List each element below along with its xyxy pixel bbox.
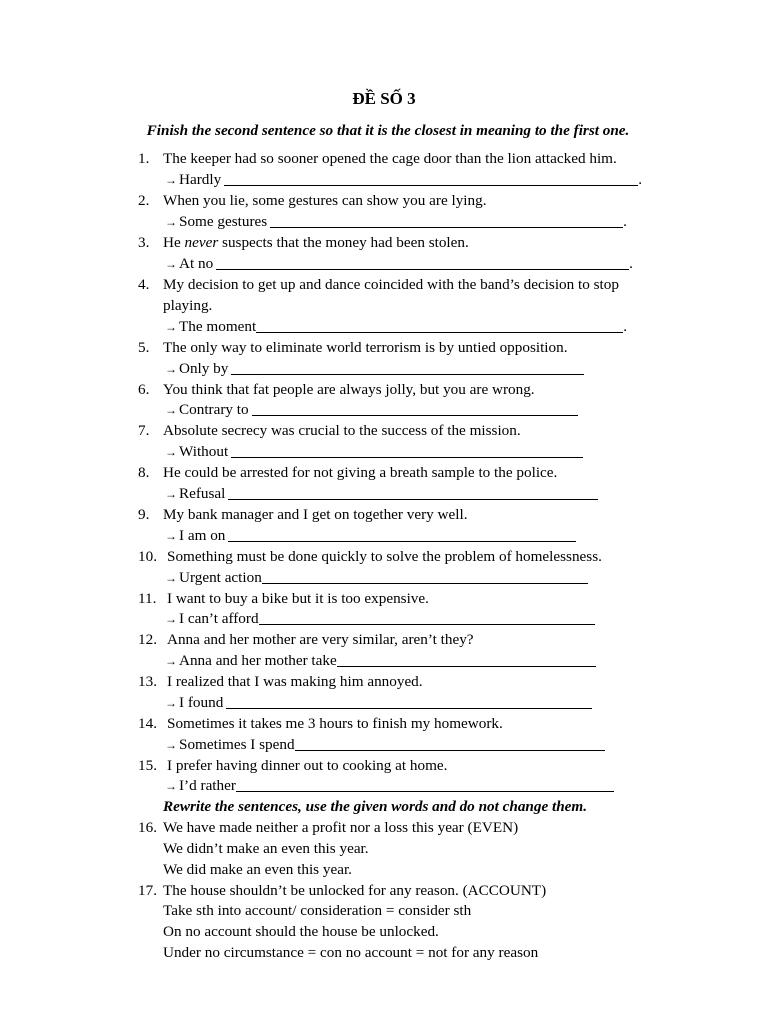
- item-8-prompt: Refusal: [179, 485, 226, 502]
- item-8-number: 8.: [138, 464, 150, 481]
- item-13-number: 13.: [138, 673, 157, 690]
- item-9-prompt: I am on: [179, 527, 226, 544]
- item-1-answer: [165, 170, 642, 190]
- item-4-number: 4.: [138, 276, 150, 293]
- arrow-icon: →: [165, 654, 177, 668]
- arrow-icon: →: [165, 257, 177, 271]
- item-9-number: 9.: [138, 506, 150, 523]
- item-2-prompt: Some gestures: [179, 213, 268, 230]
- item-4-answer-blank[interactable]: [256, 318, 623, 333]
- item-15-number: 15.: [138, 757, 157, 774]
- item-6-number: 6.: [138, 381, 150, 398]
- item-3-answer: [165, 254, 633, 274]
- item-4-answer: [165, 317, 627, 337]
- item-8-answer: [165, 484, 598, 504]
- item-1-sentence: The keeper had so sooner opened the cage door than the lion attacked him.: [163, 150, 617, 167]
- item-15-sentence: I prefer having dinner out to cooking at home.: [167, 757, 448, 774]
- item-10-sentence: Something must be done quickly to solve the problem of homelessness.: [167, 548, 602, 565]
- item-2-end: .: [623, 213, 627, 230]
- item-15-answer: [165, 776, 614, 796]
- item-14-prompt: Sometimes I spend: [179, 736, 295, 753]
- item-15-answer-blank[interactable]: [236, 777, 614, 792]
- arrow-icon: →: [165, 487, 177, 501]
- item-4-sentence: My decision to get up and dance coincided with the band’s decision to stop: [163, 276, 619, 293]
- item-3-text-pre: He: [163, 234, 185, 251]
- item-15-prompt: I’d rather: [179, 777, 236, 794]
- arrow-icon: →: [165, 215, 177, 229]
- item-1-end: .: [638, 171, 642, 188]
- item-3-end: .: [629, 255, 633, 272]
- item-3-sentence: [163, 233, 469, 253]
- arrow-icon: →: [165, 529, 177, 543]
- item-2-answer: [165, 212, 627, 232]
- item-1-number: 1.: [138, 150, 150, 167]
- item-7-answer: [165, 442, 583, 462]
- item-7-number: 7.: [138, 422, 150, 439]
- item-13-answer-blank[interactable]: [226, 694, 592, 709]
- item-3-answer-blank[interactable]: [216, 255, 629, 270]
- item-8-answer-blank[interactable]: [228, 485, 598, 500]
- item-13-answer: [165, 693, 592, 713]
- item-7-sentence: Absolute secrecy was crucial to the success of the mission.: [163, 422, 521, 439]
- item-10-number: 10.: [138, 548, 157, 565]
- instruction-2: Rewrite the sentences, use the given words and do not change them.: [163, 798, 588, 815]
- item-17-line-2: Take sth into account/ consideration = consider sth: [163, 902, 472, 919]
- item-3-prompt: At no: [179, 255, 214, 272]
- arrow-icon: →: [165, 320, 177, 334]
- item-7-answer-blank[interactable]: [231, 443, 583, 458]
- item-4-end: .: [623, 318, 627, 335]
- item-9-answer: [165, 526, 576, 546]
- item-13-prompt: I found: [179, 694, 224, 711]
- item-9-answer-blank[interactable]: [228, 527, 576, 542]
- item-1-prompt: Hardly: [179, 171, 222, 188]
- item-14-sentence: Sometimes it takes me 3 hours to finish my homework.: [167, 715, 503, 732]
- item-10-answer-blank[interactable]: [262, 569, 588, 584]
- item-4-prompt: The moment: [179, 318, 257, 335]
- item-12-prompt: Anna and her mother take: [179, 652, 337, 669]
- item-4-sentence-cont: playing.: [163, 297, 213, 314]
- item-10-prompt: Urgent action: [179, 569, 262, 586]
- item-6-answer-blank[interactable]: [252, 401, 578, 416]
- item-16-number: 16.: [138, 819, 157, 836]
- item-5-answer-blank[interactable]: [231, 360, 584, 375]
- item-1-answer-blank[interactable]: [224, 171, 638, 186]
- item-17-line-1: The house shouldn’t be unlocked for any reason. (ACCOUNT): [163, 882, 547, 899]
- item-6-sentence: You think that fat people are always jolly, but you are wrong.: [163, 381, 535, 398]
- item-10-answer: [165, 568, 588, 588]
- item-16-line-3: We did make an even this year.: [163, 861, 352, 878]
- item-2-answer-blank[interactable]: [270, 213, 623, 228]
- item-17-line-4: Under no circumstance = con no account = not for any reason: [163, 944, 539, 961]
- item-16-line-1: We have made neither a profit nor a loss this year (EVEN): [163, 819, 519, 836]
- item-12-sentence: Anna and her mother are very similar, aren’t they?: [167, 631, 474, 648]
- item-6-prompt: Contrary to: [179, 401, 249, 418]
- arrow-icon: →: [165, 173, 177, 187]
- item-11-sentence: I want to buy a bike but it is too expensive.: [167, 590, 429, 607]
- item-11-answer: [165, 609, 595, 629]
- item-16-line-2: We didn’t make an even this year.: [163, 840, 369, 857]
- item-14-answer-blank[interactable]: [295, 736, 605, 751]
- arrow-icon: →: [165, 696, 177, 710]
- item-3-number: 3.: [138, 234, 150, 251]
- item-5-answer: [165, 359, 584, 379]
- arrow-icon: →: [165, 738, 177, 752]
- item-17-line-3: On no account should the house be unlocked.: [163, 923, 439, 940]
- item-5-number: 5.: [138, 339, 150, 356]
- item-14-answer: [165, 735, 605, 755]
- item-17-number: 17.: [138, 882, 157, 899]
- item-7-prompt: Without: [179, 443, 229, 460]
- item-13-sentence: I realized that I was making him annoyed.: [167, 673, 423, 690]
- item-12-number: 12.: [138, 631, 157, 648]
- page-title: ĐỀ SỐ 3: [352, 89, 416, 108]
- item-11-prompt: I can’t afford: [179, 610, 259, 627]
- arrow-icon: →: [165, 612, 177, 626]
- item-12-answer: [165, 651, 596, 671]
- item-5-sentence: The only way to eliminate world terrorism is by untied opposition.: [163, 339, 568, 356]
- item-6-answer: [165, 400, 578, 420]
- item-5-prompt: Only by: [179, 360, 229, 377]
- item-3-emphasis: never: [184, 234, 219, 251]
- item-11-number: 11.: [138, 590, 157, 607]
- item-2-sentence: When you lie, some gestures can show you are lying.: [163, 192, 487, 209]
- instruction-1: Finish the second sentence so that it is the closest in meaning to the first one.: [146, 122, 630, 139]
- arrow-icon: →: [165, 779, 177, 793]
- arrow-icon: →: [165, 445, 177, 459]
- arrow-icon: →: [165, 362, 177, 376]
- item-8-sentence: He could be arrested for not giving a breath sample to the police.: [163, 464, 558, 481]
- item-9-sentence: My bank manager and I get on together very well.: [163, 506, 468, 523]
- arrow-icon: →: [165, 571, 177, 585]
- item-12-answer-blank[interactable]: [337, 652, 596, 667]
- arrow-icon: →: [165, 403, 177, 417]
- item-14-number: 14.: [138, 715, 157, 732]
- item-3-text-post: suspects that the money had been stolen.: [218, 234, 469, 251]
- item-2-number: 2.: [138, 192, 150, 209]
- item-11-answer-blank[interactable]: [259, 610, 595, 625]
